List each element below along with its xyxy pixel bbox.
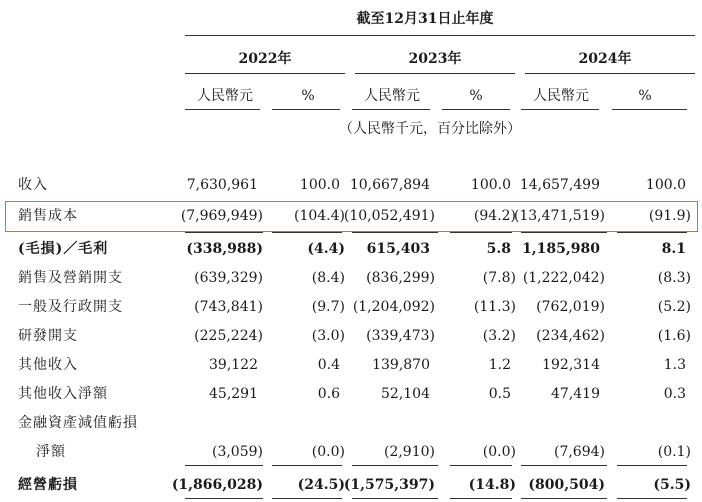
row-label: 其他收入	[18, 357, 78, 373]
cell-value-2024: (762,019)	[536, 299, 605, 315]
cell-value-2022: (225,224)	[194, 328, 263, 344]
cell-value-2023: 10,667,894	[349, 177, 430, 193]
cell-value-2022: 45,291	[209, 386, 258, 402]
cell-value-2024: 14,657,499	[519, 177, 600, 193]
cell-value-2024: (13,471,519)	[513, 208, 605, 224]
cell-value-2024: 47,419	[551, 386, 600, 402]
cell-value-2022: (639,329)	[194, 270, 263, 286]
percent-header-2023: %	[469, 88, 483, 104]
cell-value-2023: 615,403	[366, 241, 430, 257]
cell-value-2022: 39,122	[209, 357, 258, 373]
cell-pct-2024: (8.3)	[657, 270, 691, 286]
cell-value-2024: (1,222,042)	[522, 270, 605, 286]
row-label: 金融資產減值虧損	[18, 415, 138, 431]
cell-pct-2023: 5.8	[486, 241, 511, 257]
cell-pct-2022: 0.4	[317, 357, 340, 373]
cell-value-2023: (2,910)	[383, 444, 435, 460]
cell-value-2022: (743,841)	[194, 299, 263, 315]
cell-value-2023: (836,299)	[366, 270, 435, 286]
year-header-2022: 2022年	[238, 51, 292, 67]
cell-pct-2023: 1.2	[488, 357, 511, 373]
cell-value-2023: (339,473)	[366, 328, 435, 344]
cell-pct-2023: (14.8)	[468, 477, 516, 493]
currency-header-2022: 人民幣元	[197, 88, 253, 104]
cell-value-2022: (7,969,949)	[180, 208, 263, 224]
cell-value-2024: (7,694)	[553, 444, 605, 460]
year-header-2024: 2024年	[578, 51, 632, 67]
row-label: 其他收入淨額	[18, 386, 108, 402]
cell-pct-2024: (5.5)	[653, 477, 691, 493]
cell-pct-2023: (0.0)	[482, 444, 516, 460]
cell-pct-2023: (11.3)	[473, 299, 516, 315]
cell-value-2022: (1,866,028)	[171, 477, 263, 493]
cell-pct-2022: (24.5)	[297, 477, 345, 493]
cell-pct-2023: (94.2)	[473, 208, 516, 224]
cell-value-2022: 7,630,961	[186, 177, 258, 193]
row-label: 淨額	[36, 444, 66, 460]
cell-value-2023: (1,204,092)	[352, 299, 435, 315]
cell-pct-2023: (7.8)	[482, 270, 516, 286]
row-label: 經營虧損	[18, 477, 78, 493]
cell-value-2022: (3,059)	[211, 444, 263, 460]
cell-pct-2024: 8.1	[661, 241, 686, 257]
cell-value-2024: 192,314	[542, 357, 600, 373]
currency-header-2024: 人民幣元	[533, 88, 589, 104]
cell-value-2023: (10,052,491)	[343, 208, 435, 224]
row-label: 收入	[18, 177, 48, 193]
cell-pct-2023: 100.0	[470, 177, 511, 193]
row-label: 銷售及營銷開支	[18, 270, 123, 286]
cell-pct-2022: (3.0)	[311, 328, 345, 344]
row-label: 研發開支	[18, 328, 78, 344]
currency-header-2023: 人民幣元	[364, 88, 420, 104]
row-label: 一般及行政開支	[18, 299, 123, 315]
percent-header-2024: %	[638, 88, 652, 104]
cell-pct-2024: (1.6)	[657, 328, 691, 344]
cell-value-2022: (338,988)	[186, 241, 263, 257]
cell-pct-2024: (0.1)	[657, 444, 691, 460]
row-label: 銷售成本	[18, 208, 78, 224]
percent-header-2022: %	[301, 88, 315, 104]
cell-pct-2022: (104.4)	[293, 208, 345, 224]
cell-value-2023: (1,575,397)	[343, 477, 435, 493]
cell-pct-2022: (8.4)	[311, 270, 345, 286]
cell-value-2024: (234,462)	[536, 328, 605, 344]
cell-pct-2024: 0.3	[663, 386, 686, 402]
cell-pct-2022: (9.7)	[311, 299, 345, 315]
cell-value-2023: 52,104	[381, 386, 430, 402]
cell-value-2024: 1,185,980	[522, 241, 600, 257]
period-header: 截至12月31日止年度	[356, 11, 494, 27]
cell-pct-2024: (5.2)	[657, 299, 691, 315]
cell-pct-2022: 0.6	[317, 386, 340, 402]
cell-value-2023: 139,870	[372, 357, 430, 373]
cell-pct-2022: (4.4)	[307, 241, 345, 257]
cell-pct-2024: (91.9)	[648, 208, 691, 224]
cell-pct-2022: (0.0)	[311, 444, 345, 460]
cell-pct-2023: (3.2)	[482, 328, 516, 344]
cell-pct-2023: 0.5	[488, 386, 511, 402]
cell-pct-2024: 100.0	[645, 177, 686, 193]
unit-note: （人民幣千元，百分比除外）	[339, 121, 521, 137]
year-header-2023: 2023年	[408, 51, 462, 67]
row-label: (毛損)／毛利	[18, 241, 109, 257]
cell-pct-2024: 1.3	[663, 357, 686, 373]
cell-pct-2022: 100.0	[299, 177, 340, 193]
cell-value-2024: (800,504)	[528, 477, 605, 493]
